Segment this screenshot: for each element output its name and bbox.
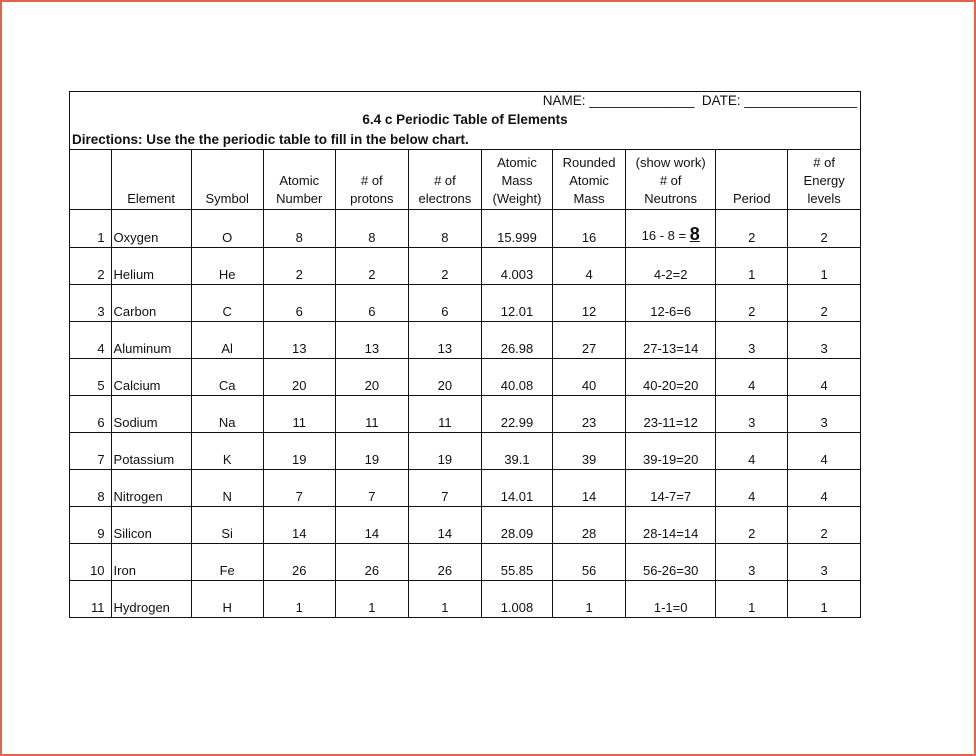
energy-levels-cell-text: 4 xyxy=(820,489,828,504)
atomic-number-cell[interactable] xyxy=(263,544,335,581)
protons-cell-text: 20 xyxy=(364,378,380,393)
electrons-cell-text: 20 xyxy=(437,378,453,393)
protons-cell[interactable] xyxy=(335,285,408,322)
element-cell[interactable] xyxy=(111,359,191,396)
protons-cell-text: 11 xyxy=(365,415,379,430)
protons-cell[interactable] xyxy=(335,507,408,544)
element-cell-text: Calcium xyxy=(113,378,161,393)
electrons-cell[interactable] xyxy=(408,248,481,285)
column-header-text: # of xyxy=(434,173,456,188)
atomic-mass-cell[interactable] xyxy=(481,470,552,507)
row-number[interactable] xyxy=(70,433,111,470)
rounded-mass-cell-text: 39 xyxy=(581,452,597,467)
column-header-text: Neutrons xyxy=(644,191,698,206)
symbol-cell-text: O xyxy=(222,230,233,245)
atomic-mass-cell[interactable] xyxy=(481,396,552,433)
period-cell[interactable] xyxy=(716,544,788,581)
rounded-mass-cell[interactable] xyxy=(553,507,626,544)
neutrons-cell-text: 28-14=14 xyxy=(643,526,699,541)
energy-levels-cell[interactable] xyxy=(788,470,860,507)
neutrons-cell[interactable] xyxy=(626,210,716,248)
element-cell[interactable] xyxy=(111,322,191,359)
row-number-text: 9 xyxy=(97,526,105,541)
period-cell-text: 2 xyxy=(748,304,756,319)
column-header-text: protons xyxy=(350,191,394,206)
period-cell[interactable] xyxy=(716,285,788,322)
rounded-mass-cell-text: 4 xyxy=(585,267,593,282)
row-number-text: 5 xyxy=(97,378,105,393)
energy-levels-cell[interactable] xyxy=(788,544,860,581)
period-cell-text: 3 xyxy=(748,415,756,430)
rounded-mass-cell-text: 27 xyxy=(581,341,597,356)
neutrons-header xyxy=(626,150,716,210)
energy-levels-cell[interactable] xyxy=(788,581,860,618)
table-body xyxy=(70,210,860,618)
energy-levels-cell-text: 4 xyxy=(820,378,828,393)
period-header xyxy=(716,150,788,210)
symbol-cell-text: Si xyxy=(221,526,233,541)
row-number[interactable] xyxy=(70,359,111,396)
row-number[interactable] xyxy=(70,544,111,581)
table-row xyxy=(70,581,860,618)
row-number-text: 4 xyxy=(97,341,105,356)
protons-cell-text: 14 xyxy=(364,526,380,541)
atomic-number-cell-text: 13 xyxy=(292,341,307,356)
element-cell-text: Nitrogen xyxy=(113,489,163,504)
electrons-cell-text: 1 xyxy=(441,600,449,615)
atomic-number-cell-text: 19 xyxy=(292,452,307,467)
symbol-cell-text: He xyxy=(218,267,236,282)
protons-header xyxy=(335,150,408,210)
protons-cell[interactable] xyxy=(335,470,408,507)
neutrons-cell[interactable] xyxy=(626,433,716,470)
atomic-mass-cell-text: 22.99 xyxy=(500,415,534,430)
column-header-text: (show work) xyxy=(635,155,706,170)
period-cell-text: 4 xyxy=(748,452,756,467)
period-cell[interactable] xyxy=(716,470,788,507)
atomic-mass-cell[interactable] xyxy=(481,210,552,248)
energy-levels-cell-text: 3 xyxy=(820,341,828,356)
period-cell-text: 1 xyxy=(748,267,756,282)
table-row xyxy=(70,396,860,433)
atomic-mass-cell-text: 1.008 xyxy=(500,600,534,615)
neutrons-cell[interactable] xyxy=(626,396,716,433)
column-header-text: (Weight) xyxy=(492,191,542,206)
rounded-mass-cell[interactable] xyxy=(553,433,626,470)
row-number-text: 2 xyxy=(97,267,105,282)
atomic-number-cell[interactable] xyxy=(263,507,335,544)
electrons-cell[interactable] xyxy=(408,285,481,322)
protons-cell[interactable] xyxy=(335,322,408,359)
protons-cell-text: 19 xyxy=(364,452,380,467)
protons-cell-text: 1 xyxy=(368,600,376,615)
neutrons-cell[interactable] xyxy=(626,507,716,544)
symbol-cell-text: Al xyxy=(221,341,233,356)
symbol-cell[interactable] xyxy=(191,433,263,470)
protons-cell[interactable] xyxy=(335,581,408,618)
element-cell-text: Carbon xyxy=(113,304,157,319)
row-number[interactable] xyxy=(70,285,111,322)
symbol-cell-text: C xyxy=(222,304,232,319)
row-number[interactable] xyxy=(70,581,111,618)
electrons-cell[interactable] xyxy=(408,433,481,470)
element-cell-text: Iron xyxy=(113,563,136,578)
atomic-mass-cell[interactable] xyxy=(481,322,552,359)
element-cell[interactable] xyxy=(111,470,191,507)
atomic-mass-cell-text: 12.01 xyxy=(500,304,534,319)
atomic-number-cell-text: 2 xyxy=(295,267,303,282)
atomic-mass-cell-text: 28.09 xyxy=(500,526,534,541)
row-number[interactable] xyxy=(70,210,111,248)
symbol-cell-text: N xyxy=(222,489,232,504)
column-header-text: Rounded xyxy=(562,155,616,170)
neutrons-cell-text: 14-7=7 xyxy=(650,489,692,504)
symbol-cell-text: Fe xyxy=(219,563,235,578)
symbol-cell[interactable] xyxy=(191,248,263,285)
element-cell[interactable] xyxy=(111,581,191,618)
table-row xyxy=(70,322,860,359)
neutrons-cell-text: 23-11=12 xyxy=(643,415,698,430)
element-cell-text: Oxygen xyxy=(113,230,159,245)
rounded-mass-cell-text: 56 xyxy=(581,563,597,578)
period-cell-text: 3 xyxy=(748,563,756,578)
neutrons-cell-text: 1-1=0 xyxy=(653,600,688,615)
element-cell[interactable] xyxy=(111,248,191,285)
atomic-number-cell-text: 8 xyxy=(295,230,303,245)
worksheet xyxy=(69,91,861,618)
energy-levels-cell-text: 2 xyxy=(820,230,828,245)
symbol-cell[interactable] xyxy=(191,285,263,322)
neutrons-cell-text: 40-20=20 xyxy=(643,378,699,393)
rounded-mass-cell-text: 40 xyxy=(581,378,597,393)
neutrons-cell[interactable] xyxy=(626,285,716,322)
atomic-number-cell[interactable] xyxy=(263,470,335,507)
rounded-mass-cell[interactable] xyxy=(553,285,626,322)
atomic-mass-cell-text: 4.003 xyxy=(500,267,534,282)
atomic-mass-cell[interactable] xyxy=(481,359,552,396)
table-row xyxy=(70,359,860,396)
column-header-text: Period xyxy=(732,191,771,206)
atomic-number-cell[interactable] xyxy=(263,396,335,433)
neutrons-cell-text: 12-6=6 xyxy=(650,304,692,319)
atomic-number-cell[interactable] xyxy=(263,433,335,470)
row-number[interactable] xyxy=(70,248,111,285)
electrons-cell[interactable] xyxy=(408,544,481,581)
protons-cell-text: 26 xyxy=(364,563,380,578)
energy-levels-cell-text: 1 xyxy=(820,600,828,615)
element-cell-text: Hydrogen xyxy=(113,600,170,615)
protons-cell[interactable] xyxy=(335,396,408,433)
protons-cell-text: 13 xyxy=(364,341,380,356)
energy-levels-cell[interactable] xyxy=(788,433,860,470)
worksheet-header xyxy=(70,92,860,150)
elements-table xyxy=(70,150,860,617)
row-number-text: 7 xyxy=(97,452,105,467)
row-number-text: 1 xyxy=(97,230,105,245)
energy-levels-cell-text: 1 xyxy=(820,267,828,282)
protons-cell[interactable] xyxy=(335,359,408,396)
period-cell-text: 4 xyxy=(748,489,756,504)
protons-cell[interactable] xyxy=(335,433,408,470)
atomic-mass-cell-text: 55.85 xyxy=(500,563,534,578)
atomic-mass-cell[interactable] xyxy=(481,248,552,285)
rounded-mass-cell[interactable] xyxy=(553,544,626,581)
energy-levels-cell[interactable] xyxy=(788,285,860,322)
column-header-text: Energy xyxy=(803,173,845,188)
period-cell[interactable] xyxy=(716,248,788,285)
symbol-cell[interactable] xyxy=(191,396,263,433)
energy-levels-cell[interactable] xyxy=(788,210,860,248)
element-cell-text: Aluminum xyxy=(113,341,172,356)
atomic-number-cell-text: 20 xyxy=(292,378,307,393)
atomic-mass-cell[interactable] xyxy=(481,507,552,544)
column-header-text: # of xyxy=(813,155,835,170)
neutrons-cell-text: 16 - 8 = xyxy=(641,228,690,243)
period-cell[interactable] xyxy=(716,396,788,433)
atomic-mass-cell-text: 40.08 xyxy=(500,378,534,393)
row-number-text: 11 xyxy=(91,600,105,615)
energy-levels-cell-text: 2 xyxy=(820,304,828,319)
atomic-number-cell-text: 7 xyxy=(295,489,303,504)
period-cell-text: 4 xyxy=(748,378,756,393)
atomic-number-cell[interactable] xyxy=(263,359,335,396)
symbol-cell[interactable] xyxy=(191,544,263,581)
electrons-cell[interactable] xyxy=(408,396,481,433)
protons-cell-text: 6 xyxy=(368,304,376,319)
element-cell[interactable] xyxy=(111,544,191,581)
table-row xyxy=(70,544,860,581)
column-header-text: Atomic xyxy=(497,155,537,170)
row-number[interactable] xyxy=(70,396,111,433)
period-cell[interactable] xyxy=(716,433,788,470)
electrons-header xyxy=(408,150,481,210)
row-number-text: 10 xyxy=(90,563,105,578)
table-row xyxy=(70,433,860,470)
period-cell-text: 3 xyxy=(748,341,756,356)
column-header-text: # of xyxy=(659,173,682,188)
electrons-cell-text: 19 xyxy=(437,452,453,467)
column-header-text: Atomic xyxy=(279,173,320,188)
energy-levels-cell-text: 3 xyxy=(820,415,828,430)
table-row xyxy=(70,248,860,285)
column-header-text: electrons xyxy=(418,191,472,206)
element-cell-text: Sodium xyxy=(113,415,158,430)
element-cell-text: Potassium xyxy=(113,452,175,467)
atomic-number-cell-text: 26 xyxy=(292,563,307,578)
symbol-cell[interactable] xyxy=(191,210,263,248)
electrons-cell-text: 13 xyxy=(437,341,453,356)
atomic-number-cell[interactable] xyxy=(263,210,335,248)
table-row xyxy=(70,210,860,248)
energy-levels-cell[interactable] xyxy=(788,322,860,359)
table-row xyxy=(70,470,860,507)
table-row xyxy=(70,285,860,322)
electrons-cell[interactable] xyxy=(408,322,481,359)
symbol-header xyxy=(191,150,263,210)
atomic-mass-cell[interactable] xyxy=(481,433,552,470)
electrons-cell-text: 8 xyxy=(441,230,449,245)
rounded-mass-cell-text: 12 xyxy=(581,304,597,319)
worksheet-title: 6.4 c Periodic Table of Elements xyxy=(362,112,568,127)
protons-cell[interactable] xyxy=(335,210,408,248)
column-header-text: Number xyxy=(276,191,323,206)
rounded-mass-cell[interactable] xyxy=(553,322,626,359)
rounded-mass-cell[interactable] xyxy=(553,581,626,618)
period-cell[interactable] xyxy=(716,359,788,396)
atomic-mass-cell-text: 14.01 xyxy=(500,489,534,504)
row-number-text: 8 xyxy=(97,489,105,504)
column-header-text: Mass xyxy=(501,173,533,188)
period-cell[interactable] xyxy=(716,507,788,544)
neutrons-cell-text: 27-13=14 xyxy=(643,341,699,356)
symbol-cell[interactable] xyxy=(191,470,263,507)
rounded-mass-cell[interactable] xyxy=(553,210,626,248)
atomic-mass-cell[interactable] xyxy=(481,581,552,618)
neutrons-cell-text: 39-19=20 xyxy=(643,452,699,467)
rounded-mass-cell[interactable] xyxy=(553,248,626,285)
row-number[interactable] xyxy=(70,507,111,544)
neutrons-cell[interactable] xyxy=(626,248,716,285)
element-cell-text: Silicon xyxy=(113,526,152,541)
atomic-number-cell[interactable] xyxy=(263,285,335,322)
name-date-line[interactable]: NAME: ______________ DATE: _______________ xyxy=(542,93,857,108)
atomic-number-header xyxy=(263,150,335,210)
atomic-mass-cell[interactable] xyxy=(481,285,552,322)
electrons-cell[interactable] xyxy=(408,507,481,544)
element-cell[interactable] xyxy=(111,210,191,248)
atomic-mass-cell-text: 15.999 xyxy=(497,230,537,245)
directions-text: Directions: Use the the periodic table to fill in the below chart. xyxy=(72,132,469,147)
electrons-cell[interactable] xyxy=(408,359,481,396)
electrons-cell[interactable] xyxy=(408,210,481,248)
table-row xyxy=(70,507,860,544)
protons-cell-text: 2 xyxy=(368,267,376,282)
electrons-cell-text: 7 xyxy=(441,489,449,504)
rounded-mass-cell[interactable] xyxy=(553,396,626,433)
symbol-cell-text: Ca xyxy=(218,378,236,393)
table-header-row xyxy=(70,150,860,210)
element-cell[interactable] xyxy=(111,285,191,322)
element-cell-text: Helium xyxy=(113,267,155,282)
energy-levels-cell[interactable] xyxy=(788,396,860,433)
energy-levels-cell[interactable] xyxy=(788,359,860,396)
row-number-text: 3 xyxy=(97,304,105,319)
row-number-text: 6 xyxy=(97,415,105,430)
symbol-cell[interactable] xyxy=(191,322,263,359)
period-cell-text: 2 xyxy=(748,526,756,541)
element-cell[interactable] xyxy=(111,396,191,433)
neutrons-cell-text: 56-26=30 xyxy=(643,563,699,578)
atomic-number-cell[interactable] xyxy=(263,248,335,285)
electrons-cell[interactable] xyxy=(408,470,481,507)
atomic-mass-header xyxy=(481,150,552,210)
symbol-cell[interactable] xyxy=(191,507,263,544)
column-header-text: Symbol xyxy=(205,191,249,206)
atomic-number-cell-text: 14 xyxy=(292,526,307,541)
element-cell[interactable] xyxy=(111,433,191,470)
period-cell[interactable] xyxy=(716,322,788,359)
protons-cell-text: 7 xyxy=(368,489,376,504)
electrons-cell[interactable] xyxy=(408,581,481,618)
period-cell[interactable] xyxy=(716,210,788,248)
energy-levels-cell[interactable] xyxy=(788,507,860,544)
symbol-cell[interactable] xyxy=(191,359,263,396)
period-cell[interactable] xyxy=(716,581,788,618)
symbol-cell-text: H xyxy=(222,600,232,615)
electrons-cell-text: 14 xyxy=(437,526,453,541)
atomic-number-cell-text: 1 xyxy=(295,600,303,615)
row-number-header xyxy=(70,150,111,210)
energy-levels-cell-text: 2 xyxy=(820,526,828,541)
column-header-text: Atomic xyxy=(569,173,609,188)
element-cell[interactable] xyxy=(111,507,191,544)
atomic-mass-cell[interactable] xyxy=(481,544,552,581)
rounded-mass-cell-text: 1 xyxy=(585,600,593,615)
atomic-mass-cell-text: 26.98 xyxy=(500,341,534,356)
electrons-cell-text: 2 xyxy=(441,267,449,282)
column-header-text: levels xyxy=(807,191,841,206)
protons-cell[interactable] xyxy=(335,544,408,581)
neutrons-cell[interactable] xyxy=(626,359,716,396)
rounded-mass-cell-text: 14 xyxy=(581,489,597,504)
rounded-mass-cell[interactable] xyxy=(553,470,626,507)
energy-levels-cell[interactable] xyxy=(788,248,860,285)
atomic-number-cell-text: 11 xyxy=(292,415,306,430)
symbol-cell-text: Na xyxy=(218,415,236,430)
period-cell-text: 2 xyxy=(748,230,756,245)
atomic-mass-cell-text: 39.1 xyxy=(504,452,530,467)
protons-cell[interactable] xyxy=(335,248,408,285)
symbol-cell-text: K xyxy=(222,452,232,467)
neutrons-cell-text: 4-2=2 xyxy=(653,267,688,282)
atomic-number-cell-text: 6 xyxy=(295,304,303,319)
atomic-number-cell[interactable] xyxy=(263,581,335,618)
neutrons-answer: 8 xyxy=(689,224,700,244)
rounded-mass-cell-text: 23 xyxy=(581,415,597,430)
neutrons-cell[interactable] xyxy=(626,470,716,507)
rounded-mass-cell-text: 16 xyxy=(581,230,597,245)
energy-levels-cell-text: 4 xyxy=(820,452,828,467)
rounded-mass-cell-text: 28 xyxy=(581,526,597,541)
element-header xyxy=(111,150,191,210)
rounded-mass-cell[interactable] xyxy=(553,359,626,396)
row-number[interactable] xyxy=(70,470,111,507)
electrons-cell-text: 11 xyxy=(438,415,452,430)
column-header-text: # of xyxy=(360,173,383,188)
energy-levels-header xyxy=(788,150,860,210)
period-cell-text: 1 xyxy=(748,600,756,615)
electrons-cell-text: 26 xyxy=(437,563,453,578)
rounded-mass-header xyxy=(553,150,626,210)
symbol-cell[interactable] xyxy=(191,581,263,618)
neutrons-cell[interactable] xyxy=(626,322,716,359)
electrons-cell-text: 6 xyxy=(441,304,449,319)
column-header-text: Element xyxy=(127,191,175,206)
neutrons-cell[interactable] xyxy=(626,581,716,618)
atomic-number-cell[interactable] xyxy=(263,322,335,359)
neutrons-cell[interactable] xyxy=(626,544,716,581)
protons-cell-text: 8 xyxy=(368,230,376,245)
row-number[interactable] xyxy=(70,322,111,359)
column-header-text: Mass xyxy=(573,191,605,206)
energy-levels-cell-text: 3 xyxy=(820,563,828,578)
